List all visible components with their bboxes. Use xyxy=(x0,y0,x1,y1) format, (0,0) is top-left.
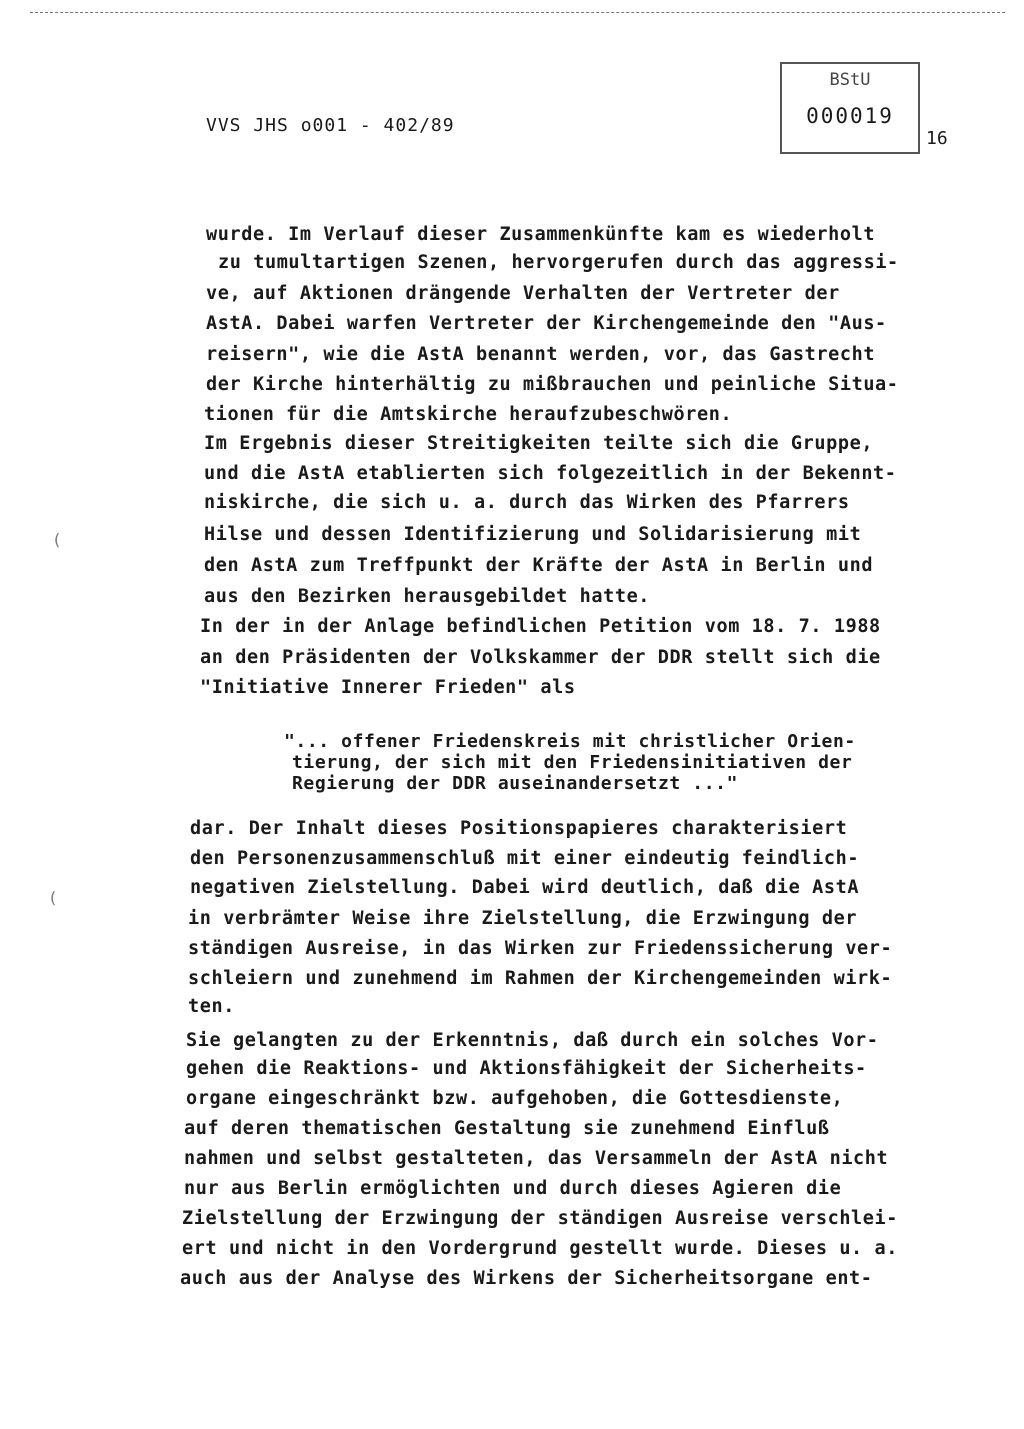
archive-stamp xyxy=(780,62,920,154)
text-line: an den Präsidenten der Volkskammer der DDR stellt sich die xyxy=(200,647,881,668)
text-line: nahmen und selbst gestalteten, das Versammeln der AstA nicht xyxy=(184,1148,889,1169)
text-line: den AstA zum Treffpunkt der Kräfte der AstA in Berlin und xyxy=(204,555,874,576)
text-line: ständigen Ausreise, in das Wirken zur Friedenssicherung ver- xyxy=(188,938,893,959)
text-line: Im Ergebnis dieser Streitigkeiten teilte sich die Gruppe, xyxy=(204,433,874,454)
text-line: reisern", wie die AstA benannt werden, vor, das Gastrecht xyxy=(206,344,876,365)
top-edge-rule xyxy=(30,12,1005,13)
text-line: auch aus der Analyse des Wirkens der Sicherheitsorgane ent- xyxy=(180,1268,873,1289)
text-line: Hilse und dessen Identifizierung und Solidarisierung mit xyxy=(204,524,862,545)
page-number: 16 xyxy=(926,128,948,149)
text-line: Zielstellung der Erzwingung der ständigen Ausreise verschlei- xyxy=(182,1208,899,1229)
margin-mark: ( xyxy=(48,888,58,907)
text-line: "Initiative Innerer Frieden" als xyxy=(200,677,576,698)
text-line: auf deren thematischen Gestaltung sie zunehmend Einfluß xyxy=(184,1118,830,1139)
text-line: und die AstA etablierten sich folgezeitlich in der Bekennt- xyxy=(204,463,897,484)
text-line: tierung, der sich mit den Friedensinitiativen der xyxy=(292,752,853,773)
text-line: Sie gelangten zu der Erkenntnis, daß durch ein solches Vor- xyxy=(186,1030,879,1051)
text-line: organe eingeschränkt bzw. aufgehoben, die Gottesdienste, xyxy=(186,1088,844,1109)
text-line: nur aus Berlin ermöglichten und durch dieses Agieren die xyxy=(184,1178,842,1199)
stamp-number: 000019 xyxy=(806,104,894,128)
text-line: ten. xyxy=(188,996,235,1017)
text-line: tionen für die Amtskirche heraufzubeschwören. xyxy=(204,404,733,425)
text-line: gehen die Reaktions- und Aktionsfähigkeit der Sicherheits- xyxy=(186,1058,867,1079)
text-line: in verbrämter Weise ihre Zielstellung, die Erzwingung der xyxy=(188,908,858,929)
text-line: AstA. Dabei warfen Vertreter der Kirchengemeinde den "Aus- xyxy=(206,313,887,334)
text-line: schleiern und zunehmend im Rahmen der Kirchengemeinden wirk- xyxy=(188,968,893,989)
text-line: niskirche, die sich u. a. durch das Wirken des Pfarrers xyxy=(204,492,850,513)
document-reference: VVS JHS o001 - 402/89 xyxy=(206,115,455,136)
text-line: Regierung der DDR auseinandersetzt ..." xyxy=(292,773,739,794)
text-line: dar. Der Inhalt dieses Positionspapieres charakterisiert xyxy=(190,818,848,839)
text-line: "... offener Friedenskreis mit christlicher Orien- xyxy=(284,731,856,752)
text-line: der Kirche hinterhältig zu mißbrauchen und peinliche Situa- xyxy=(206,374,899,395)
text-line: ve, auf Aktionen drängende Verhalten der Vertreter der xyxy=(206,283,840,304)
margin-mark: ( xyxy=(52,530,62,549)
text-line: wurde. Im Verlauf dieser Zusammenkünfte kam es wiederholt xyxy=(206,224,876,245)
text-line: negativen Zielstellung. Dabei wird deutlich, daß die AstA xyxy=(190,877,860,898)
stamp-agency: BStU xyxy=(829,70,871,90)
text-line: ert und nicht in den Vordergrund gestellt wurde. Dieses u. a. xyxy=(182,1238,899,1259)
text-line: In der in der Anlage befindlichen Petition vom 18. 7. 1988 xyxy=(200,616,881,637)
text-line: zu tumultartigen Szenen, hervorgerufen durch das aggressi- xyxy=(218,252,899,273)
text-line: den Personenzusammenschluß mit einer eindeutig feindlich- xyxy=(190,848,860,869)
text-line: aus den Bezirken herausgebildet hatte. xyxy=(204,586,651,607)
